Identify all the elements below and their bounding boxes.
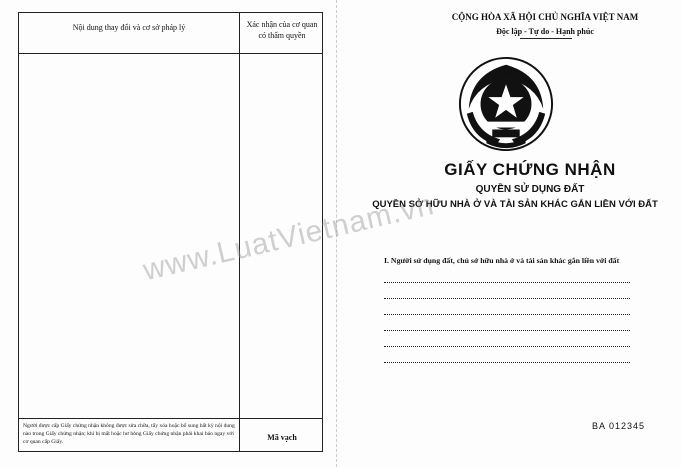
- motto-underline: [520, 38, 572, 39]
- dotted-line: [384, 346, 630, 347]
- dotted-line: [384, 330, 630, 331]
- header-authority-line1: Xác nhận của cơ quan: [246, 20, 318, 29]
- dotted-line: [384, 362, 630, 363]
- serial-number: BA 012345: [592, 421, 646, 431]
- section-1-heading: I. Người sử dụng đất, chủ sở hữu nhà ở và tài sản khác gắn liền với đất: [384, 256, 620, 265]
- footer-rule: [19, 418, 322, 419]
- barcode-label: Mã vạch: [267, 433, 297, 442]
- footer-note: Người được cấp Giấy chứng nhận không được sửa chữa, tẩy xóa hoặc bổ sung bất kỳ nội dung nào trong Giấy chứng nhận; khi bị mất hoặc hư hỏng Giấy chứng nhận phải khai báo ngay với cơ quan cấp Giấy.: [23, 423, 235, 445]
- dotted-line: [384, 282, 630, 283]
- header-rule: [19, 53, 322, 54]
- right-page: [340, 0, 682, 467]
- header-authority-confirmation: [241, 19, 323, 41]
- header-changes-content: Nội dung thay đổi và cơ sở pháp lý: [72, 23, 186, 32]
- dotted-line: [384, 314, 630, 315]
- dotted-line: [384, 298, 630, 299]
- nation-name: CỘNG HÒA XÃ HỘI CHỦ NGHĨA VIỆT NAM: [451, 12, 639, 22]
- header-authority-line2: có thẩm quyền: [258, 31, 306, 40]
- certificate-subtitle-land: QUYỀN SỬ DỤNG ĐẤT: [475, 184, 585, 195]
- certificate-subtitle-ownership: QUYỀN SỞ HỮU NHÀ Ở VÀ TÀI SẢN KHÁC GẮN LIỀN VỚI ĐẤT: [372, 199, 658, 210]
- national-emblem-icon: [457, 55, 555, 153]
- national-motto: Độc lập - Tự do - Hạnh phúc: [496, 27, 594, 36]
- watermark-text: www.LuatVietnam.vn: [140, 188, 438, 288]
- certificate-title: GIẤY CHỨNG NHẬN: [444, 160, 616, 179]
